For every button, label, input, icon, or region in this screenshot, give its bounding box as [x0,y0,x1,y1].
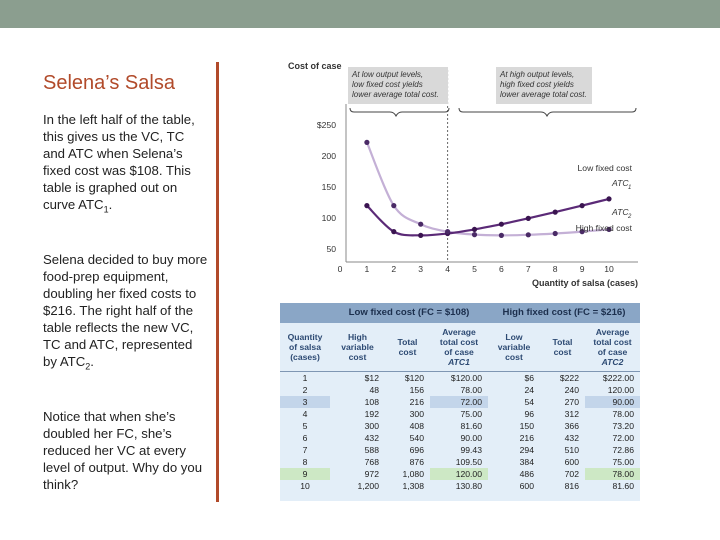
atc1-label-subscript: 1 [628,185,632,191]
table-cell: 540 [409,433,424,443]
paragraph-3: Notice that when she’s doubled her FC, she’s reduced her VC at every level of output. Why do you think? [43,409,203,492]
data-point-atc1 [553,210,558,215]
x-tick-label: 7 [525,264,531,274]
table-cell: 294 [519,445,534,455]
paragraph-1-end: . [108,197,113,212]
x-tick-label: 0 [337,264,343,274]
table-cell: 7 [302,445,308,455]
column-header-line: cost [553,347,572,357]
data-point-atc2 [364,140,369,145]
atc2-label-subscript: 2 [628,214,632,220]
table-cell: 486 [519,469,534,479]
column-header [585,323,640,372]
table-cell: 8 [302,457,308,467]
table-cell: 768 [364,457,379,467]
table-cell: 3 [280,396,330,408]
y-tick-label: 100 [321,213,336,223]
table-cell: 109.50 [455,457,482,467]
annotation-brace-right [459,108,636,116]
table-row [280,408,640,420]
y-tick-label: $250 [316,120,336,130]
table-cell: 78.00 [460,385,482,395]
column-header-line: Low [505,332,523,342]
table-row [280,456,640,468]
y-tick-label: 200 [321,151,336,161]
table-cell: $120 [404,373,424,383]
column-header-line: total cost [439,337,479,347]
table-cell: 72.00 [430,396,488,408]
group-header-low-fc: Low fixed cost (FC = $108) [330,303,488,323]
table-cell: $222 [559,373,579,383]
table-row [280,372,640,385]
annotation-text: At low output levels, [352,70,424,79]
table-cell: 1,308 [402,481,424,491]
data-point-atc1 [418,233,423,238]
table-cell: 81.60 [460,421,482,431]
x-tick-label: 9 [579,264,585,274]
table-row [280,480,640,492]
x-tick-label: 5 [472,264,477,274]
x-axis-label: Quantity of salsa (cases) [531,278,638,288]
paragraph-1-subscript: 1 [103,204,109,215]
table-row [280,384,640,396]
atc2-label: ATC [612,207,629,217]
x-tick-label: 6 [499,264,504,274]
table-cell: 72.86 [612,445,634,455]
table-cell: 156 [409,385,424,395]
table-cell: 216 [409,397,424,407]
column-header-line: of salsa [288,342,321,352]
cost-table-panel [280,303,640,501]
group-header-high-fc: High fixed cost (FC = $216) [488,303,640,323]
table-cell: $6 [524,373,534,383]
column-header-line: cost [505,352,523,362]
column-header-line: cost [348,352,367,362]
table-cell: 90.00 [460,433,482,443]
column-header [540,323,585,372]
paragraph-2 [43,251,208,376]
y-tick-label: 50 [326,244,336,254]
table-cell: 108 [364,397,379,407]
x-tick-label: 8 [552,264,558,274]
low-fixed-cost-label: Low fixed cost [577,163,632,173]
y-axis-label: Cost of case [288,61,342,71]
table-band-spacer [280,303,330,323]
table-cell: 432 [364,433,379,443]
data-point-atc2 [391,203,396,208]
data-point-atc1 [580,203,585,208]
data-point-atc2 [472,232,477,237]
table-cell: 150 [519,421,534,431]
data-point-atc2 [526,232,531,237]
table-cell: 78.00 [585,468,640,480]
slide-top-bar [0,0,720,28]
paragraph-2-subscript: 2 [85,361,91,372]
table-cell: 240 [564,385,579,395]
table-row [280,432,640,444]
table-cell: $12 [364,373,379,383]
column-header [488,323,540,372]
table-cell: 75.00 [460,409,482,419]
atc1-label: ATC [612,178,629,188]
data-point-atc2 [418,222,423,227]
table-cell: 600 [519,481,534,491]
title-divider-line [216,62,219,502]
table-row [280,396,640,408]
high-fixed-cost-label: High fixed cost [575,223,632,233]
column-header-line: (cases) [290,352,320,362]
table-cell: 300 [409,409,424,419]
column-header [385,323,430,372]
column-header [430,323,488,372]
table-row [280,420,640,432]
table-cell: 216 [519,433,534,443]
annotation-brace-left [350,108,449,116]
column-header-line: of case [597,347,628,357]
table-body [280,372,640,493]
paragraph-2-end: . [90,354,94,369]
table-cell: 1,080 [402,469,424,479]
y-tick-label: 150 [321,182,336,192]
data-point-atc1 [606,196,611,201]
table-cell: 432 [564,433,579,443]
annotation-text: low fixed cost yields [352,80,423,89]
table-cell: 90.00 [585,396,640,408]
table-cell: 96 [524,409,534,419]
column-header-line: High [347,332,368,342]
cost-table [280,303,640,492]
table-cell: 384 [519,457,534,467]
column-header-line: Total [552,337,573,347]
slide-title: Selena’s Salsa [43,72,175,94]
data-point-atc1 [526,216,531,221]
table-cell: 972 [364,469,379,479]
table-cell: 81.60 [612,481,634,491]
column-header-line: Average [442,327,476,337]
table-cell: 130.80 [455,481,482,491]
table-cell: 696 [409,445,424,455]
table-cell: 510 [564,445,579,455]
table-cell: 9 [280,468,330,480]
table-cell: 99.43 [460,445,482,455]
x-tick-label: 10 [604,264,614,274]
data-point-atc2 [499,233,504,238]
series-line-atc2 [367,142,609,235]
column-header [280,323,330,372]
table-cell: 408 [409,421,424,431]
column-header-line: Average [595,327,630,337]
data-point-atc2 [445,229,450,234]
x-tick-label: 1 [364,264,370,274]
table-column-header-row [280,323,640,372]
x-tick-label: 4 [445,264,450,274]
paragraph-2-text: Selena decided to buy more food-prep equipment, doubling her fixed costs to $216. The right half of the table reflects the new VC, TC and ATC, represented by ATC [43,252,208,369]
table-cell: 75.00 [612,457,634,467]
table-cell: 588 [364,445,379,455]
column-header-line: variable [341,342,374,352]
table-row [280,444,640,456]
table-cell: 1,200 [357,481,379,491]
table-cell: 72.00 [612,433,634,443]
table-cell: 24 [524,385,534,395]
table-cell: 312 [564,409,579,419]
table-cell: 78.00 [612,409,634,419]
table-cell: 702 [564,469,579,479]
column-header [330,323,385,372]
table-cell: $222.00 [602,373,634,383]
table-cell: 5 [302,421,308,431]
table-cell: 270 [564,397,579,407]
table-cell: 6 [302,433,308,443]
table-cell: 4 [302,409,308,419]
x-tick-label: 3 [418,264,424,274]
table-cell: 73.20 [612,421,634,431]
table-cell: 10 [300,481,310,491]
annotation-text: lower average total cost. [500,90,587,99]
table-cell: 300 [364,421,379,431]
column-header-line: of case [444,347,474,357]
table-cell: 120.00 [430,468,488,480]
paragraph-1-text: In the left half of the table, this gives us the VC, TC and ATC when Selena’s fixed cost was $108. This table is graphed out on curve ATC [43,112,195,212]
annotation-text: At high output levels, [500,70,575,79]
annotation-text: lower average total cost. [352,90,439,99]
table-row [280,468,640,480]
data-point-atc1 [499,222,504,227]
x-tick-label: 2 [391,264,397,274]
data-point-atc2 [553,231,558,236]
table-cell: 48 [369,385,379,395]
table-cell: 192 [364,409,379,419]
table-cell: 1 [302,373,308,383]
data-point-atc1 [364,203,369,208]
table-group-header-row [280,303,640,323]
table-cell: 366 [564,421,579,431]
data-point-atc1 [391,229,396,234]
column-header-line: ATC1 [448,357,470,367]
annotation-text: high fixed cost yields [500,80,574,89]
table-cell: 2 [302,385,308,395]
table-cell: 120.00 [607,385,634,395]
column-header-line: ATC2 [601,357,624,367]
column-header-line: total cost [593,337,632,347]
data-point-atc1 [472,227,477,232]
paragraph-1 [43,111,208,219]
table-cell: 54 [524,397,534,407]
table-cell: $120.00 [450,373,482,383]
column-header-line: cost [398,347,417,357]
column-header-line: Total [397,337,418,347]
column-header-line: variable [497,342,531,352]
table-cell: 600 [564,457,579,467]
atc-chart [282,52,640,292]
table-cell: 876 [409,457,424,467]
table-cell: 816 [564,481,579,491]
column-header-line: Quantity [287,332,323,342]
